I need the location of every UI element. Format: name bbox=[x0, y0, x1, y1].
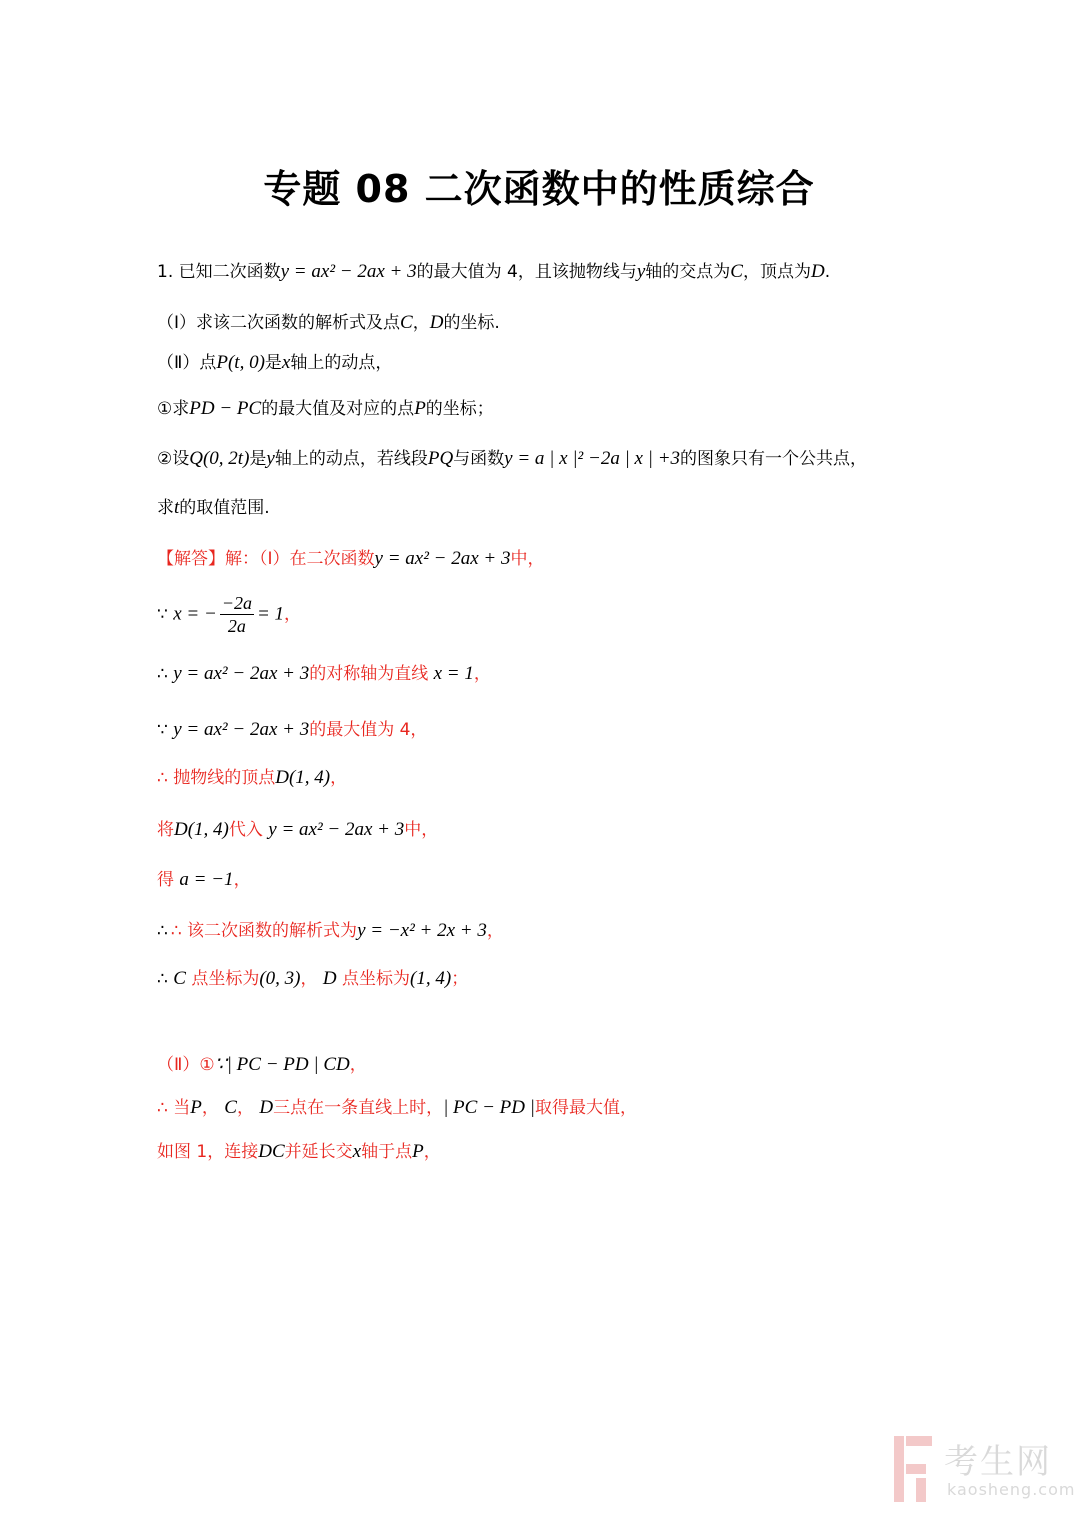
text: ， bbox=[236, 1098, 254, 1118]
math: y = ax² − 2ax + 3 bbox=[268, 819, 405, 840]
math: Q(0, 2t) bbox=[189, 448, 250, 469]
text: ， bbox=[201, 1098, 219, 1118]
math: D bbox=[322, 968, 337, 989]
math: D(1, 4) bbox=[275, 767, 331, 788]
text: 的对称轴为直线 bbox=[309, 664, 429, 684]
text: ， bbox=[284, 604, 302, 625]
math: y = ax² − 2ax + 3 bbox=[374, 548, 511, 569]
math: PQ bbox=[427, 448, 454, 469]
text: 如图 1，连接 bbox=[157, 1142, 259, 1162]
text: 三点在一条直线上时， bbox=[273, 1098, 444, 1118]
text: ， bbox=[233, 870, 251, 890]
math: y = ax² − 2ax + 3 bbox=[173, 719, 310, 740]
text: 与函数 bbox=[453, 449, 505, 469]
text: 求 bbox=[157, 498, 174, 518]
math: P bbox=[414, 398, 426, 419]
math: D bbox=[429, 312, 444, 333]
problem-line-6 bbox=[157, 495, 270, 521]
text: 轴上的动点，若线段 bbox=[274, 449, 428, 469]
math: y = ax² − 2ax + 3 bbox=[173, 663, 310, 684]
text: ∴ 抛物线的顶点 bbox=[157, 768, 276, 788]
math: x = − bbox=[173, 603, 217, 625]
answer-line-1 bbox=[157, 546, 544, 572]
text: （Ⅰ）求该二次函数的解析式及点 bbox=[157, 313, 401, 333]
text: 的取值范围. bbox=[179, 498, 270, 518]
math: D bbox=[259, 1097, 274, 1118]
watermark-logo bbox=[892, 1430, 1076, 1512]
answer-line-7 bbox=[157, 867, 251, 893]
watermark-name: 考生网 bbox=[944, 1442, 1052, 1482]
problem-line-4 bbox=[157, 396, 494, 422]
text: 点坐标为 bbox=[191, 969, 260, 989]
text: ， bbox=[412, 313, 430, 333]
text: ， bbox=[330, 768, 348, 788]
text: 轴于点 bbox=[361, 1142, 413, 1162]
math: y = −x² + 2x + 3 bbox=[357, 920, 487, 941]
fraction bbox=[220, 592, 254, 637]
text: ∴ bbox=[157, 969, 168, 989]
math: C bbox=[173, 968, 186, 989]
math: P bbox=[190, 1097, 202, 1118]
text: 是 bbox=[249, 449, 267, 469]
text: 取得最大值， bbox=[534, 1098, 637, 1118]
math: D bbox=[810, 261, 825, 282]
text: ， bbox=[486, 921, 504, 941]
text: 的最大值为 4，且该抛物线与 bbox=[416, 262, 637, 282]
text: ， bbox=[300, 969, 318, 989]
math: t bbox=[174, 497, 180, 518]
fraction-denominator: 2a bbox=[227, 616, 246, 636]
math: x bbox=[352, 1141, 362, 1162]
answer-line-10 bbox=[157, 1052, 367, 1078]
math: x bbox=[281, 352, 291, 373]
text: ，顶点为 bbox=[742, 262, 811, 282]
problem-line-2 bbox=[157, 310, 500, 336]
answer-line-5 bbox=[157, 765, 347, 791]
text: 的坐标； bbox=[425, 399, 494, 419]
answer-line-8 bbox=[157, 918, 504, 944]
math: P bbox=[412, 1141, 424, 1162]
text: 中， bbox=[404, 820, 439, 840]
page-title: 专题 08 二次函数中的性质综合 bbox=[263, 167, 815, 211]
text: ， bbox=[473, 664, 491, 684]
text: 是 bbox=[264, 353, 282, 373]
math: (1, 4) bbox=[410, 968, 452, 989]
math: (0, 3) bbox=[259, 968, 301, 989]
text: ①求 bbox=[157, 399, 190, 419]
answer-line-6 bbox=[157, 817, 438, 843]
text: 的最大值及对应的点 bbox=[261, 399, 415, 419]
fraction-numerator: −2a bbox=[221, 593, 252, 613]
math: y bbox=[266, 448, 275, 469]
problem-line-3 bbox=[157, 350, 392, 376]
text: 的图象只有一个公共点， bbox=[680, 449, 868, 469]
answer-line-9 bbox=[157, 966, 468, 992]
text: 中， bbox=[510, 549, 545, 569]
text: 轴上的动点， bbox=[290, 353, 393, 373]
text: . bbox=[824, 262, 831, 282]
logo-mark-icon bbox=[892, 1432, 936, 1506]
text: 轴的交点为 bbox=[645, 262, 731, 282]
problem-line-5 bbox=[157, 446, 867, 472]
text: ， bbox=[349, 1055, 367, 1075]
text: 1. 已知二次函数 bbox=[157, 262, 281, 282]
text: 的最大值为 4， bbox=[309, 720, 428, 740]
text: 代入 bbox=[228, 820, 263, 840]
math: | PC − PD | bbox=[443, 1097, 535, 1118]
answer-line-12 bbox=[157, 1139, 441, 1165]
text: ∴ 当 bbox=[157, 1098, 191, 1118]
text: ∵ bbox=[157, 720, 168, 740]
math: ∵| PC − PD | CD bbox=[214, 1054, 350, 1075]
answer-line-2 bbox=[157, 592, 301, 637]
text: 得 bbox=[157, 870, 174, 890]
text: 【解答】解：（Ⅰ）在二次函数 bbox=[157, 549, 375, 569]
text: （Ⅱ）点 bbox=[157, 353, 217, 373]
math: C bbox=[400, 312, 413, 333]
math: y bbox=[636, 261, 646, 282]
math: = 1 bbox=[256, 603, 285, 625]
math: y = a | x |² −2a | x | +3 bbox=[504, 448, 681, 469]
answer-line-4 bbox=[157, 717, 427, 743]
text: ∵ bbox=[157, 604, 168, 625]
text: 点坐标为 bbox=[342, 969, 411, 989]
watermark-url: kaosheng.com bbox=[947, 1480, 1076, 1499]
math: C bbox=[730, 261, 743, 282]
math: x = 1 bbox=[433, 663, 474, 684]
math: a = −1 bbox=[179, 869, 234, 890]
text: ∴ bbox=[157, 664, 168, 684]
text: 并延长交 bbox=[284, 1142, 353, 1162]
text: （Ⅱ）① bbox=[157, 1055, 215, 1075]
math: DC bbox=[258, 1141, 285, 1162]
text: 的坐标. bbox=[443, 313, 500, 333]
answer-line-11 bbox=[157, 1095, 637, 1121]
problem-line-1 bbox=[157, 259, 830, 285]
therefore-symbol: ∴ bbox=[157, 921, 168, 941]
text: ； bbox=[451, 969, 469, 989]
math: C bbox=[224, 1097, 237, 1118]
math: PD − PC bbox=[189, 398, 262, 419]
answer-line-3 bbox=[157, 661, 491, 687]
text: 将 bbox=[157, 820, 174, 840]
text: ∴ 该二次函数的解析式为 bbox=[170, 921, 358, 941]
math: D(1, 4) bbox=[174, 819, 229, 840]
math: P(t, 0) bbox=[216, 352, 265, 373]
math: y = ax² − 2ax + 3 bbox=[280, 261, 417, 282]
text: ②设 bbox=[157, 449, 190, 469]
text: ， bbox=[423, 1142, 441, 1162]
